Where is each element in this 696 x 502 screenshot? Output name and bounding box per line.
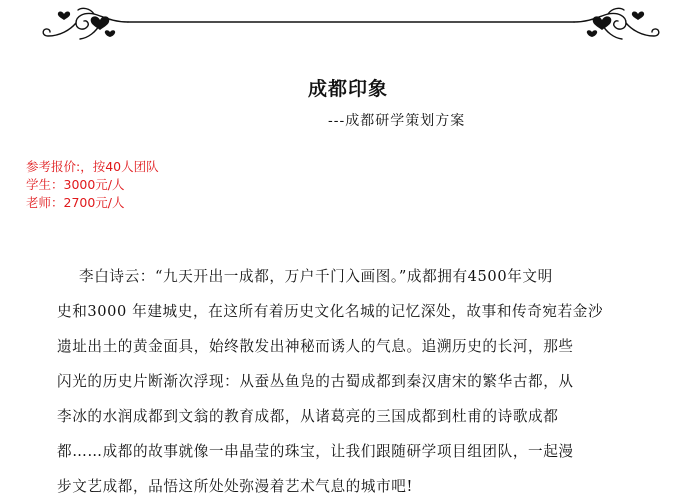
paragraph-line: 遗址出土的黄金面具，始终散发出神秘而诱人的气息。追溯历史的长河，那些 xyxy=(57,338,574,355)
price-heading: 参考报价:，按40人团队 xyxy=(26,159,159,174)
paragraph-line: 步文艺成都，品悟这所处处弥漫着艺术气息的城市吧! xyxy=(57,478,413,495)
price-student: 学生：3000元/人 xyxy=(26,177,125,192)
body-paragraph xyxy=(57,259,625,502)
price-block xyxy=(26,158,159,212)
price-teacher: 老师：2700元/人 xyxy=(26,195,125,210)
paragraph-line: 史和3000 年建城史，在这所有着历史文化名城的记忆深处，故事和传奇宛若金沙 xyxy=(57,303,604,320)
paragraph-line: 都……成都的故事就像一串晶莹的珠宝，让我们跟随研学项目组团队，一起漫 xyxy=(57,443,574,460)
document-title: 成都印象 xyxy=(307,78,388,100)
swirl-heart-divider-icon xyxy=(40,6,662,46)
paragraph-line: 李白诗云：“九天开出一成都，万户千门入画图。”成都拥有4500年文明 xyxy=(79,268,553,285)
document-subtitle: ---成都研学策划方案 xyxy=(328,113,466,129)
paragraph-line: 闪光的历史片断渐次浮现：从蚕丛鱼凫的古蜀成都到秦汉唐宋的繁华古都，从 xyxy=(57,373,574,390)
paragraph-line: 李冰的水润成都到文翁的教育成都，从诸葛亮的三国成都到杜甫的诗歌成都 xyxy=(57,408,559,425)
